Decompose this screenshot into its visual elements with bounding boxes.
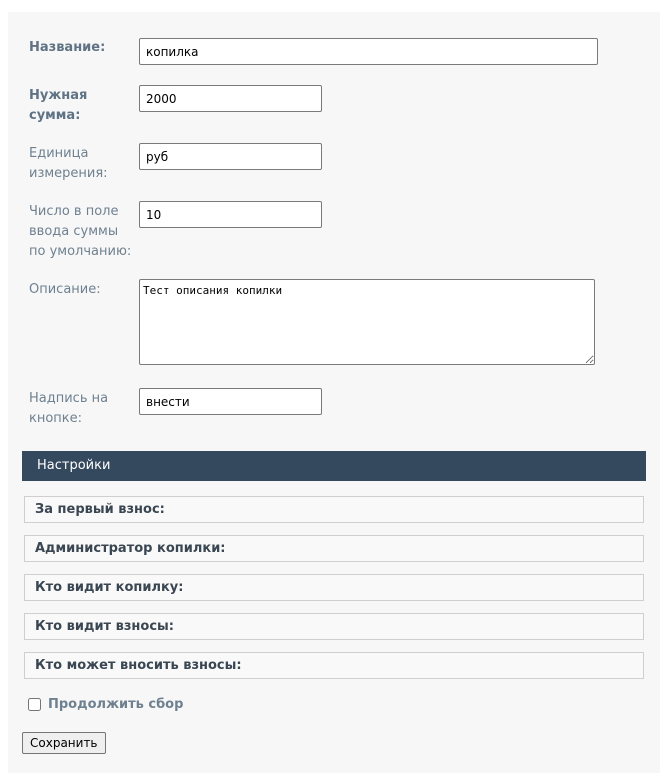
continue-collection-control[interactable]: [28, 697, 183, 712]
default-label-line2: ввода суммы: [29, 224, 119, 239]
button-text-label-line1: Надпись на: [29, 391, 109, 406]
save-button[interactable]: Сохранить: [22, 732, 106, 754]
continue-collection-label[interactable]: Продолжить сбор: [48, 697, 184, 712]
settings-header: Настройки: [22, 451, 646, 481]
unit-label: [29, 144, 108, 184]
unit-label-line2: измерения:: [29, 166, 108, 181]
description-textarea[interactable]: [139, 279, 595, 365]
default-amount-input[interactable]: [139, 201, 322, 228]
button-text-label: [29, 389, 108, 429]
description-label: Описание:: [29, 282, 101, 297]
unit-input[interactable]: [139, 143, 322, 170]
name-label: Название:: [29, 40, 106, 55]
default-label-line3: по умолчанию:: [29, 244, 132, 259]
unit-label-line1: Единица: [29, 146, 89, 161]
setting-first-payment[interactable]: За первый взнос:: [24, 496, 644, 523]
default-label-line1: Число в поле: [29, 204, 119, 219]
amount-label-line2: сумма:: [29, 108, 81, 123]
amount-label: [29, 86, 87, 126]
name-input[interactable]: [139, 38, 598, 65]
button-text-input[interactable]: [139, 388, 322, 415]
setting-who-can-pay[interactable]: Кто может вносить взносы:: [24, 652, 644, 679]
default-amount-label: [29, 202, 131, 262]
continue-collection-checkbox[interactable]: [28, 698, 41, 711]
setting-who-sees-payments[interactable]: Кто видит взносы:: [24, 613, 644, 640]
setting-administrator[interactable]: Администратор копилки:: [24, 535, 644, 562]
amount-label-line1: Нужная: [29, 88, 88, 103]
setting-who-sees-piggybank[interactable]: Кто видит копилку:: [24, 574, 644, 601]
button-text-label-line2: кнопке:: [29, 411, 83, 426]
amount-input[interactable]: [139, 85, 322, 112]
